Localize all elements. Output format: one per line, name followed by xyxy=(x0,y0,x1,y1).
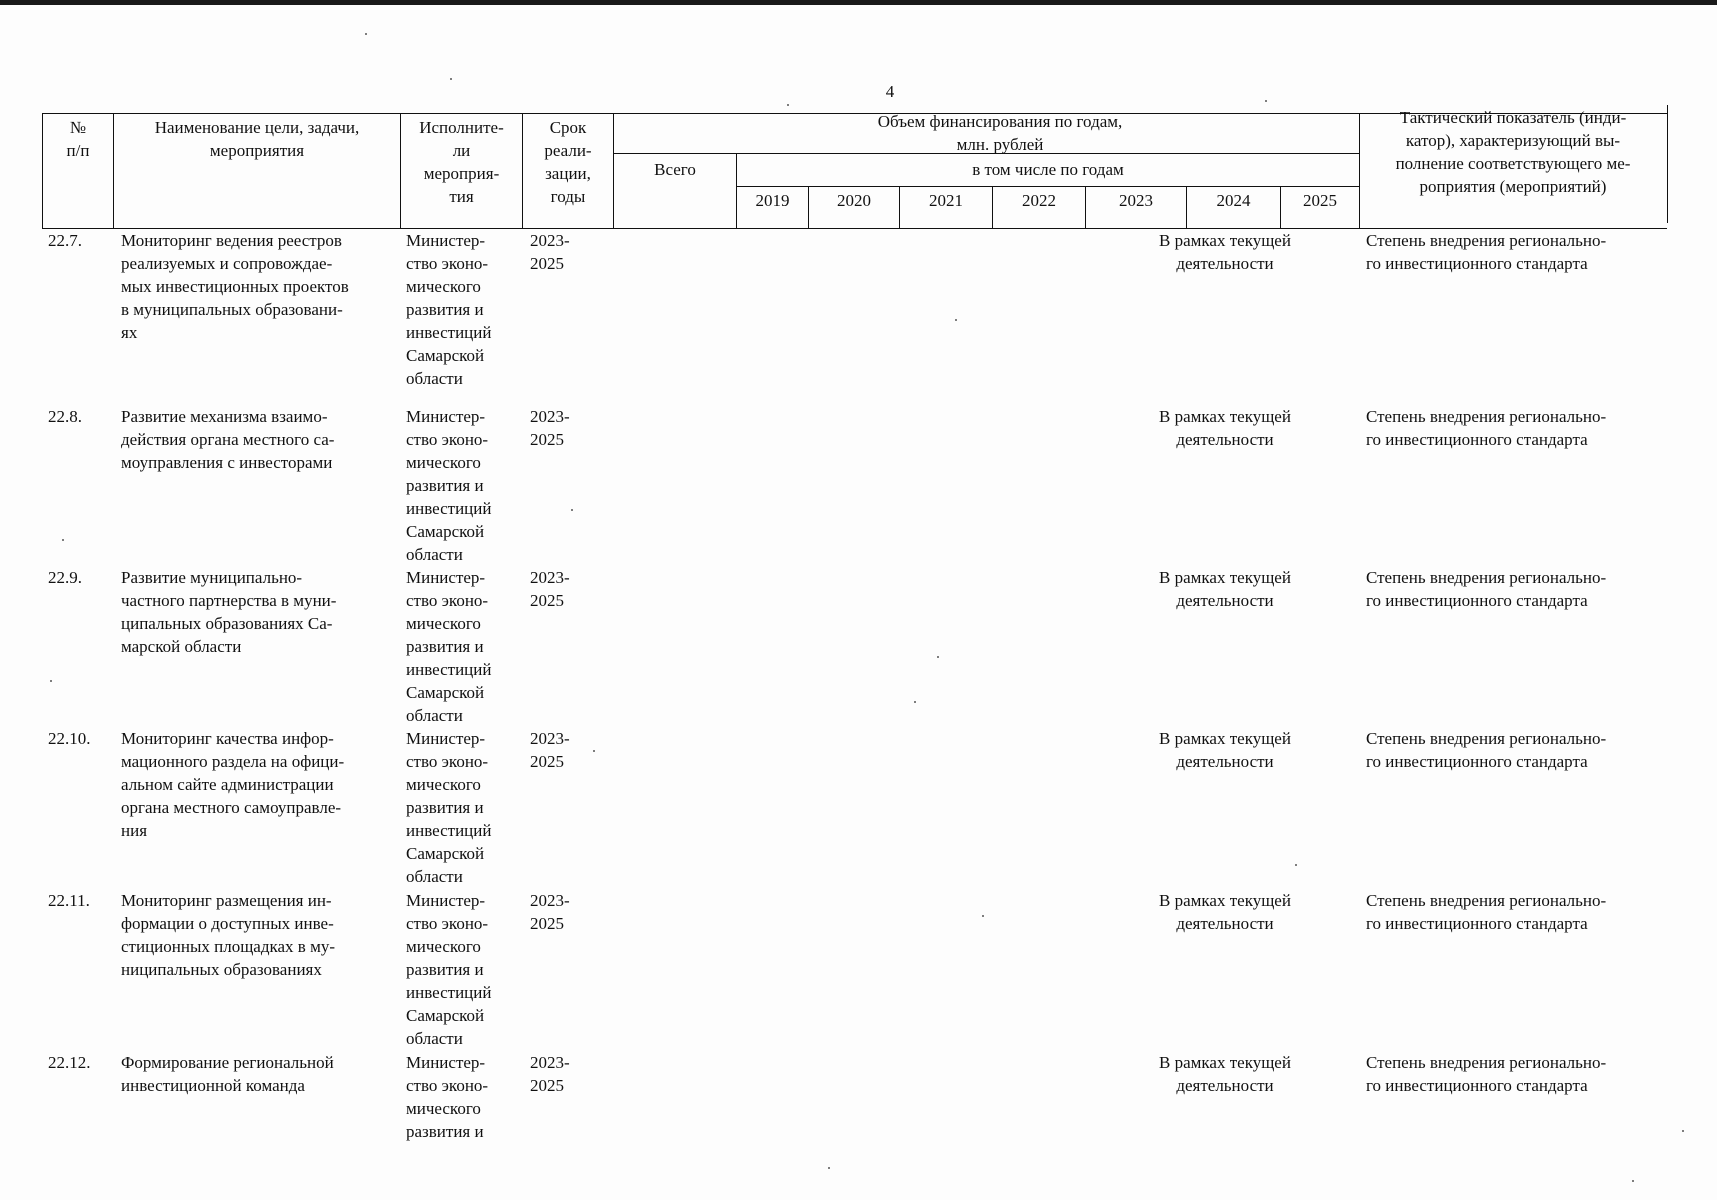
cell-name xyxy=(121,405,395,474)
cell-line: ство эконо- xyxy=(406,591,489,610)
cell-num xyxy=(48,566,110,589)
cell-funding xyxy=(1120,727,1330,773)
cell-executor xyxy=(406,727,516,888)
cell-line: ство эконо- xyxy=(406,1076,489,1095)
cell-line: мического xyxy=(406,1099,481,1118)
cell-line: в муниципальных образовани- xyxy=(121,300,343,319)
cell-line: инвестиций xyxy=(406,983,492,1002)
cell-line: Мониторинг ведения реестров xyxy=(121,231,342,250)
cell-indicator xyxy=(1366,1051,1666,1097)
cell-line: 22.10. xyxy=(48,729,91,748)
cell-line: альном сайте администрации xyxy=(121,775,334,794)
header-year: 2023 xyxy=(1119,191,1153,210)
cell-line: ципальных образованиях Са- xyxy=(121,614,333,633)
cell-line: Степень внедрения регионально- xyxy=(1366,1053,1607,1072)
cell-line: деятельности xyxy=(1176,752,1274,771)
cell-line: Самарской xyxy=(406,522,485,541)
cell-line: органа местного самоуправле- xyxy=(121,798,342,817)
cell-line: 2025 xyxy=(530,1076,564,1095)
cell-line: Развитие механизма взаимо- xyxy=(121,407,328,426)
cell-line: марской области xyxy=(121,637,242,656)
cell-line: моуправления с инвесторами xyxy=(121,453,333,472)
cell-executor xyxy=(406,566,516,727)
cell-executor xyxy=(406,405,516,566)
cell-name xyxy=(121,229,395,344)
cell-line: мического xyxy=(406,277,481,296)
cell-line: мых инвестиционных проектов xyxy=(121,277,349,296)
cell-line: Министер- xyxy=(406,1053,486,1072)
cell-term xyxy=(530,229,610,275)
cell-line: го инвестиционного стандарта xyxy=(1366,914,1588,933)
cell-line: В рамках текущей xyxy=(1159,891,1291,910)
cell-indicator xyxy=(1366,229,1666,275)
cell-line: Степень внедрения регионально- xyxy=(1366,729,1607,748)
cell-line: Степень внедрения регионально- xyxy=(1366,568,1607,587)
cell-funding xyxy=(1120,405,1330,451)
cell-line: области xyxy=(406,706,463,725)
cell-funding xyxy=(1120,1051,1330,1097)
cell-line: го инвестиционного стандарта xyxy=(1366,254,1588,273)
cell-line: 2025 xyxy=(530,430,564,449)
cell-line: В рамках текущей xyxy=(1159,568,1291,587)
cell-num xyxy=(48,405,110,428)
cell-executor xyxy=(406,1051,516,1143)
cell-line: Министер- xyxy=(406,891,486,910)
cell-line: 2023- xyxy=(530,568,570,587)
cell-line: развития и xyxy=(406,637,484,656)
cell-line: инвестиций xyxy=(406,821,492,840)
page-number: 4 xyxy=(885,82,895,101)
cell-term xyxy=(530,889,610,935)
header-funding: Объем финансирования по годам, млн. рублей xyxy=(877,112,1123,154)
cell-line: мического xyxy=(406,453,481,472)
cell-line: области xyxy=(406,867,463,886)
cell-line: Министер- xyxy=(406,729,486,748)
cell-line: 2023- xyxy=(530,729,570,748)
cell-line: В рамках текущей xyxy=(1159,1053,1291,1072)
cell-line: го инвестиционного стандарта xyxy=(1366,591,1588,610)
cell-line: Формирование региональной xyxy=(121,1053,334,1072)
cell-line: 2025 xyxy=(530,914,564,933)
cell-line: ния xyxy=(121,821,148,840)
cell-name xyxy=(121,889,395,981)
cell-line: Развитие муниципально- xyxy=(121,568,303,587)
cell-line: ство эконо- xyxy=(406,254,489,273)
cell-line: области xyxy=(406,369,463,388)
cell-line: мического xyxy=(406,775,481,794)
cell-line: 2025 xyxy=(530,752,564,771)
cell-num xyxy=(48,889,110,912)
header-year: 2019 xyxy=(755,191,790,210)
header-year: 2022 xyxy=(1022,191,1056,210)
cell-line: Самарской xyxy=(406,683,485,702)
cell-line: развития и xyxy=(406,960,484,979)
scan-top-border xyxy=(0,0,1717,5)
cell-line: частного партнерства в муни- xyxy=(121,591,337,610)
cell-line: 2023- xyxy=(530,1053,570,1072)
cell-line: ство эконо- xyxy=(406,430,489,449)
cell-funding xyxy=(1120,229,1330,275)
cell-line: ство эконо- xyxy=(406,752,489,771)
cell-line: Самарской xyxy=(406,346,485,365)
cell-name xyxy=(121,727,395,842)
cell-line: инвестиций xyxy=(406,323,492,342)
cell-line: инвестиций xyxy=(406,660,492,679)
header-num: № п/п xyxy=(66,118,90,160)
cell-line: 2023- xyxy=(530,231,570,250)
cell-line: го инвестиционного стандарта xyxy=(1366,1076,1588,1095)
cell-line: 2023- xyxy=(530,407,570,426)
header-total: Всего xyxy=(654,160,696,179)
header-year: 2025 xyxy=(1303,191,1337,210)
cell-funding xyxy=(1120,889,1330,935)
cell-line: 22.8. xyxy=(48,407,82,426)
cell-line: Мониторинг качества инфор- xyxy=(121,729,334,748)
cell-line: 22.12. xyxy=(48,1053,91,1072)
cell-line: го инвестиционного стандарта xyxy=(1366,430,1588,449)
cell-funding xyxy=(1120,566,1330,612)
cell-executor xyxy=(406,229,516,390)
cell-line: инвестиций xyxy=(406,499,492,518)
cell-line: мационного раздела на офици- xyxy=(121,752,345,771)
cell-line: деятельности xyxy=(1176,914,1274,933)
header-executors: Исполните- ли мероприя- тия xyxy=(419,118,504,206)
cell-line: го инвестиционного стандарта xyxy=(1366,752,1588,771)
cell-line: области xyxy=(406,545,463,564)
cell-indicator xyxy=(1366,889,1666,935)
cell-line: Министер- xyxy=(406,407,486,426)
cell-term xyxy=(530,727,610,773)
cell-line: действия органа местного са- xyxy=(121,430,335,449)
cell-line: В рамках текущей xyxy=(1159,407,1291,426)
cell-line: деятельности xyxy=(1176,591,1274,610)
cell-term xyxy=(530,1051,610,1097)
cell-line: Степень внедрения регионально- xyxy=(1366,407,1607,426)
cell-line: развития и xyxy=(406,300,484,319)
cell-num xyxy=(48,1051,110,1074)
cell-term xyxy=(530,405,610,451)
cell-line: стиционных площадках в му- xyxy=(121,937,335,956)
cell-line: развития и xyxy=(406,1122,484,1141)
cell-executor xyxy=(406,889,516,1050)
cell-name xyxy=(121,566,395,658)
cell-num xyxy=(48,229,110,252)
header-by-years: в том числе по годам xyxy=(972,160,1124,179)
cell-line: реализуемых и сопровождае- xyxy=(121,254,333,273)
cell-line: ниципальных образованиях xyxy=(121,960,322,979)
cell-line: развития и xyxy=(406,798,484,817)
cell-indicator xyxy=(1366,566,1666,612)
header-year: 2024 xyxy=(1216,191,1251,210)
header-year: 2020 xyxy=(837,191,871,210)
header-name: Наименование цели, задачи, мероприятия xyxy=(154,118,360,160)
cell-line: В рамках текущей xyxy=(1159,729,1291,748)
cell-line: Мониторинг размещения ин- xyxy=(121,891,332,910)
cell-line: 22.9. xyxy=(48,568,82,587)
cell-line: мического xyxy=(406,937,481,956)
cell-line: Степень внедрения регионально- xyxy=(1366,891,1607,910)
cell-line: ях xyxy=(121,323,138,342)
cell-line: 2023- xyxy=(530,891,570,910)
header-term: Срок реали- зации, годы xyxy=(544,118,592,206)
cell-line: развития и xyxy=(406,476,484,495)
cell-line: инвестиционной команда xyxy=(121,1076,305,1095)
cell-line: деятельности xyxy=(1176,254,1274,273)
cell-line: Степень внедрения регионально- xyxy=(1366,231,1607,250)
cell-line: ство эконо- xyxy=(406,914,489,933)
cell-line: 22.7. xyxy=(48,231,82,250)
cell-line: Министер- xyxy=(406,568,486,587)
cell-line: 2025 xyxy=(530,254,564,273)
cell-term xyxy=(530,566,610,612)
cell-line: Самарской xyxy=(406,844,485,863)
cell-line: В рамках текущей xyxy=(1159,231,1291,250)
cell-indicator xyxy=(1366,405,1666,451)
cell-line: мического xyxy=(406,614,481,633)
header-indicator: Тактический показатель (инди- катор), характеризующий вы- полнение соответствующего ме- роприятия (мероприятий) xyxy=(1395,108,1631,196)
cell-line: области xyxy=(406,1029,463,1048)
cell-line: Министер- xyxy=(406,231,486,250)
cell-num xyxy=(48,727,110,750)
header-year: 2021 xyxy=(929,191,963,210)
cell-line: формации о доступных инве- xyxy=(121,914,334,933)
cell-line: 2025 xyxy=(530,591,564,610)
cell-line: деятельности xyxy=(1176,1076,1274,1095)
cell-line: 22.11. xyxy=(48,891,90,910)
cell-name xyxy=(121,1051,395,1097)
cell-line: Самарской xyxy=(406,1006,485,1025)
cell-indicator xyxy=(1366,727,1666,773)
cell-line: деятельности xyxy=(1176,430,1274,449)
